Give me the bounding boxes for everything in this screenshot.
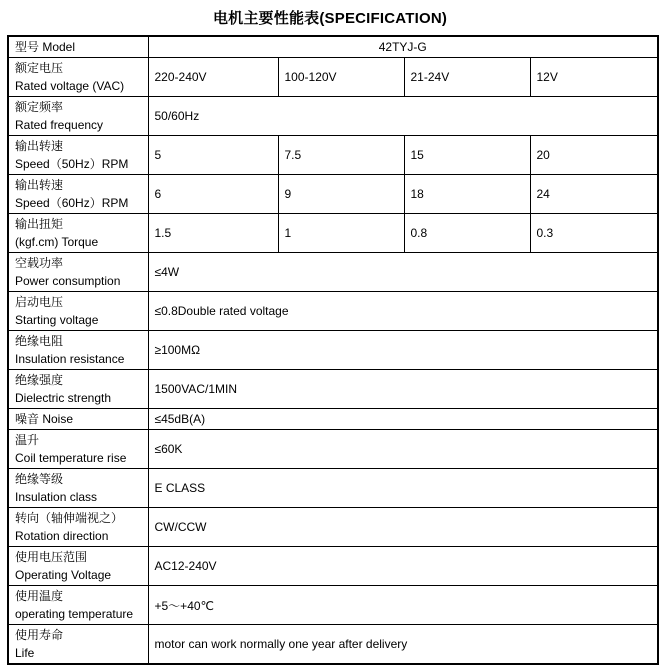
row-rotation-direction — [8, 508, 658, 547]
row-temperature-rise — [8, 430, 658, 469]
value-cell: 50/60Hz — [148, 97, 658, 136]
value-cell: ≤45dB(A) — [148, 409, 658, 430]
value-cell: E CLASS — [148, 469, 658, 508]
label-zh: 绝缘强度 — [15, 373, 64, 387]
value-cell: ≤4W — [148, 253, 658, 292]
row-label-insulation-resistance — [8, 331, 148, 370]
label-zh: 输出转速 — [15, 178, 64, 192]
row-rated-voltage — [8, 58, 658, 97]
label-text: 噪音 Noise — [15, 412, 74, 426]
label-zh: 转向（轴伸端视之） — [15, 511, 124, 525]
label-zh: 输出转速 — [15, 139, 64, 153]
value-cell: 7.5 — [278, 136, 404, 175]
row-label-dielectric-strength — [8, 370, 148, 409]
label-en: (kgf.cm) Torque — [15, 235, 99, 249]
label-en: Insulation resistance — [15, 352, 125, 366]
label-text: 型号 Model — [15, 40, 76, 54]
row-operating-temperature — [8, 586, 658, 625]
row-model — [8, 36, 658, 58]
label-en: Speed（50Hz）RPM — [15, 157, 129, 171]
row-speed-60hz — [8, 175, 658, 214]
row-label-insulation-class — [8, 469, 148, 508]
value-cell: 5 — [148, 136, 278, 175]
label-en: Life — [15, 646, 35, 660]
row-speed-50hz — [8, 136, 658, 175]
label-zh: 额定频率 — [15, 100, 64, 114]
value-cell: 0.8 — [404, 214, 530, 253]
row-label-power-consumption — [8, 253, 148, 292]
label-zh: 使用寿命 — [15, 628, 64, 642]
label-en: Rated frequency — [15, 118, 104, 132]
value-cell: 100-120V — [278, 58, 404, 97]
row-insulation-resistance — [8, 331, 658, 370]
value-cell: 220-240V — [148, 58, 278, 97]
label-zh: 使用电压范围 — [15, 550, 88, 564]
row-label-torque — [8, 214, 148, 253]
value-cell: 6 — [148, 175, 278, 214]
label-zh: 输出扭矩 — [15, 217, 64, 231]
row-label-rotation-direction — [8, 508, 148, 547]
row-label-model — [8, 36, 148, 58]
label-zh: 温升 — [15, 433, 40, 447]
row-life — [8, 625, 658, 665]
value-cell: AC12-240V — [148, 547, 658, 586]
value-cell: 15 — [404, 136, 530, 175]
row-label-life — [8, 625, 148, 665]
value-cell: 18 — [404, 175, 530, 214]
row-rated-frequency — [8, 97, 658, 136]
row-insulation-class — [8, 469, 658, 508]
row-label-operating-voltage — [8, 547, 148, 586]
row-label-speed-50hz — [8, 136, 148, 175]
row-noise — [8, 409, 658, 430]
value-cell: CW/CCW — [148, 508, 658, 547]
label-zh: 空载功率 — [15, 256, 64, 270]
label-zh: 启动电压 — [15, 295, 64, 309]
value-model: 42TYJ-G — [148, 36, 658, 58]
label-en: Coil temperature rise — [15, 451, 127, 465]
row-label-rated-frequency — [8, 97, 148, 136]
label-en: Dielectric strength — [15, 391, 112, 405]
label-en: Power consumption — [15, 274, 121, 288]
label-zh: 绝缘电阻 — [15, 334, 64, 348]
row-power-consumption — [8, 253, 658, 292]
label-en: Rated voltage (VAC) — [15, 79, 125, 93]
row-operating-voltage — [8, 547, 658, 586]
row-label-operating-temperature — [8, 586, 148, 625]
label-en: Speed（60Hz）RPM — [15, 196, 129, 210]
row-starting-voltage — [8, 292, 658, 331]
label-en: Rotation direction — [15, 529, 109, 543]
value-cell: 20 — [530, 136, 658, 175]
label-en: operating temperature — [15, 607, 134, 621]
value-cell: 24 — [530, 175, 658, 214]
row-label-noise — [8, 409, 148, 430]
value-cell: ≥100MΩ — [148, 331, 658, 370]
value-cell: ≤60K — [148, 430, 658, 469]
value-cell: 1.5 — [148, 214, 278, 253]
value-cell: +5～+40℃ — [148, 586, 658, 625]
row-label-starting-voltage — [8, 292, 148, 331]
row-label-speed-60hz — [8, 175, 148, 214]
label-zh: 绝缘等级 — [15, 472, 64, 486]
page-title: 电机主要性能表(SPECIFICATION) — [212, 10, 448, 27]
label-zh: 使用温度 — [15, 589, 64, 603]
row-label-temperature-rise — [8, 430, 148, 469]
value-cell: 21-24V — [404, 58, 530, 97]
value-cell: 9 — [278, 175, 404, 214]
value-cell: ≤0.8Double rated voltage — [148, 292, 658, 331]
value-cell: 12V — [530, 58, 658, 97]
specification-table — [7, 35, 659, 665]
label-en: Starting voltage — [15, 313, 99, 327]
label-zh: 额定电压 — [15, 61, 64, 75]
row-label-rated-voltage — [8, 58, 148, 97]
value-cell: 1 — [278, 214, 404, 253]
value-cell: 1500VAC/1MIN — [148, 370, 658, 409]
label-en: Insulation class — [15, 490, 98, 504]
label-en: Operating Voltage — [15, 568, 112, 582]
row-torque — [8, 214, 658, 253]
value-cell: 0.3 — [530, 214, 658, 253]
row-dielectric-strength — [8, 370, 658, 409]
value-cell: motor can work normally one year after delivery — [148, 625, 658, 665]
